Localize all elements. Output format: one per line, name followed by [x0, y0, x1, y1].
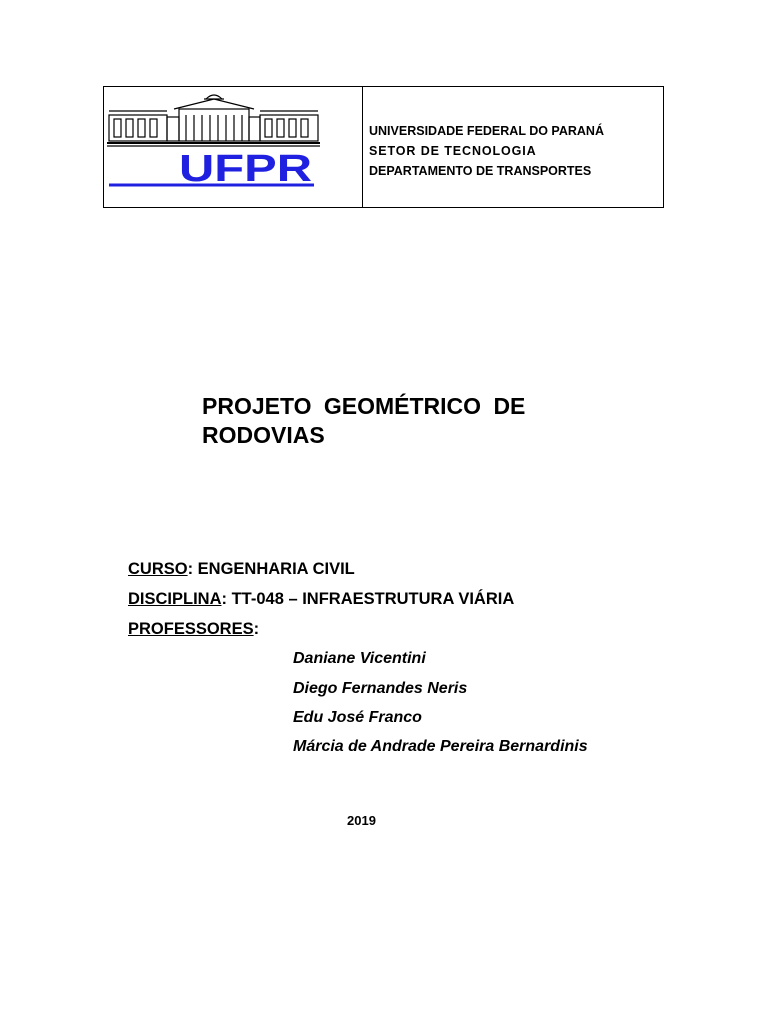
course-line — [128, 560, 355, 579]
title-line-2: RODOVIAS — [202, 422, 325, 448]
course-value: : ENGENHARIA CIVIL — [187, 560, 355, 578]
professors-line — [128, 620, 259, 639]
professor-name: Márcia de Andrade Pereira Bernardinis — [293, 738, 588, 755]
title-line-1: PROJETO GEOMÉTRICO DE — [202, 393, 526, 419]
course-label: CURSO — [128, 560, 188, 578]
discipline-label: DISCIPLINA — [128, 590, 222, 608]
year: 2019 — [347, 813, 376, 828]
professor-name: Daniane Vicentini — [293, 650, 426, 667]
sector-name: SETOR DE TECNOLOGIA — [369, 144, 537, 158]
discipline-value: : TT-048 – INFRAESTRUTURA VIÁRIA — [221, 590, 515, 608]
logo-text: UFPR — [179, 148, 312, 190]
ufpr-building-logo — [104, 87, 363, 207]
professors-label: PROFESSORES — [128, 620, 254, 638]
header-box — [103, 86, 664, 208]
ufpr-logo — [104, 87, 363, 207]
professor-name: Diego Fernandes Neris — [293, 680, 468, 697]
professors-colon: : — [253, 620, 260, 638]
discipline-line — [128, 590, 514, 609]
institution-block — [363, 87, 663, 207]
document-title — [202, 392, 525, 450]
university-name: UNIVERSIDADE FEDERAL DO PARANÁ — [369, 124, 604, 138]
professor-name: Edu José Franco — [293, 709, 422, 726]
department-name: DEPARTAMENTO DE TRANSPORTES — [369, 164, 592, 178]
